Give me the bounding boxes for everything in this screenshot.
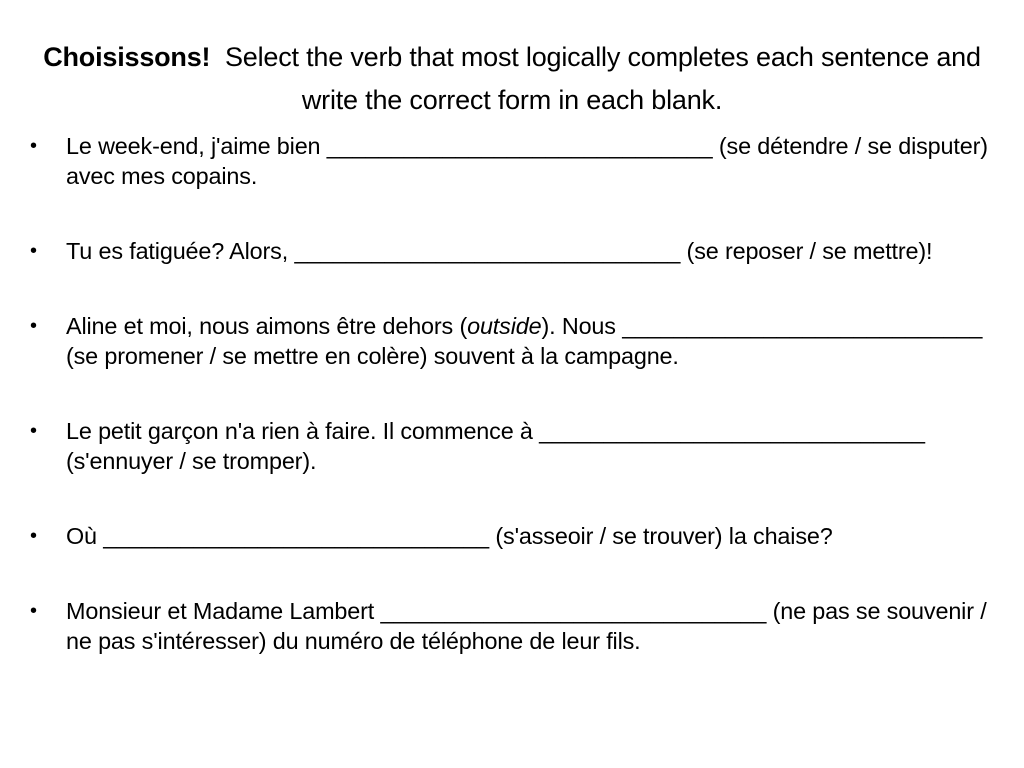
exercise-item-4 (30, 416, 1006, 476)
exercise-list (30, 131, 1006, 701)
item-choices: (s'ennuyer / se tromper). (66, 448, 317, 474)
item-text: Monsieur et Madame Lambert (66, 598, 381, 624)
item-choices: (se promener / se mettre en colère) souvent à la campagne. (66, 343, 679, 369)
item-choices: (se détendre / se disputer) avec mes copains. (66, 133, 988, 189)
answer-blank: ____________________________ (622, 313, 983, 339)
answer-blank: ______________________________ (380, 598, 767, 624)
item-text: Le week-end, j'aime bien (66, 133, 327, 159)
exercise-item-6 (30, 596, 1006, 656)
slide-title (40, 36, 984, 122)
answer-blank: ______________________________ (294, 238, 681, 264)
exercise-item-5 (30, 521, 1006, 551)
item-choices: (ne pas se souvenir / ne pas s'intéresser) du numéro de téléphone de leur fils. (66, 598, 987, 654)
item-text: Où (66, 523, 104, 549)
bullet-icon: • (30, 240, 37, 262)
answer-blank: ______________________________ (539, 418, 925, 444)
bullet-icon: • (30, 135, 37, 157)
title-instructions: Select the verb that most logically completes each sentence and write the correct form in each blank. (224, 42, 981, 115)
item-text: Aline et moi, nous aimons être dehors ( (66, 313, 468, 339)
item-text: Tu es fatiguée? Alors, (66, 238, 295, 264)
item-text: Le petit garçon n'a rien à faire. Il commence à (66, 418, 540, 444)
item-choices: (se reposer / se mettre)! (680, 238, 933, 264)
bullet-icon: • (30, 420, 37, 442)
exercise-item-2 (30, 236, 1006, 266)
answer-blank: ______________________________ (326, 133, 713, 159)
bullet-icon: • (30, 315, 37, 337)
exercise-item-1 (30, 131, 1006, 191)
bullet-icon: • (30, 525, 37, 547)
bullet-icon: • (30, 600, 37, 622)
title-bold: Choisissons! (43, 42, 211, 72)
item-text-middle: ). Nous (541, 313, 623, 339)
exercise-item-3 (30, 311, 1006, 371)
item-italic-word: outside (467, 313, 542, 339)
answer-blank: ______________________________ (103, 523, 490, 549)
item-choices: (s'asseoir / se trouver) la chaise? (489, 523, 833, 549)
